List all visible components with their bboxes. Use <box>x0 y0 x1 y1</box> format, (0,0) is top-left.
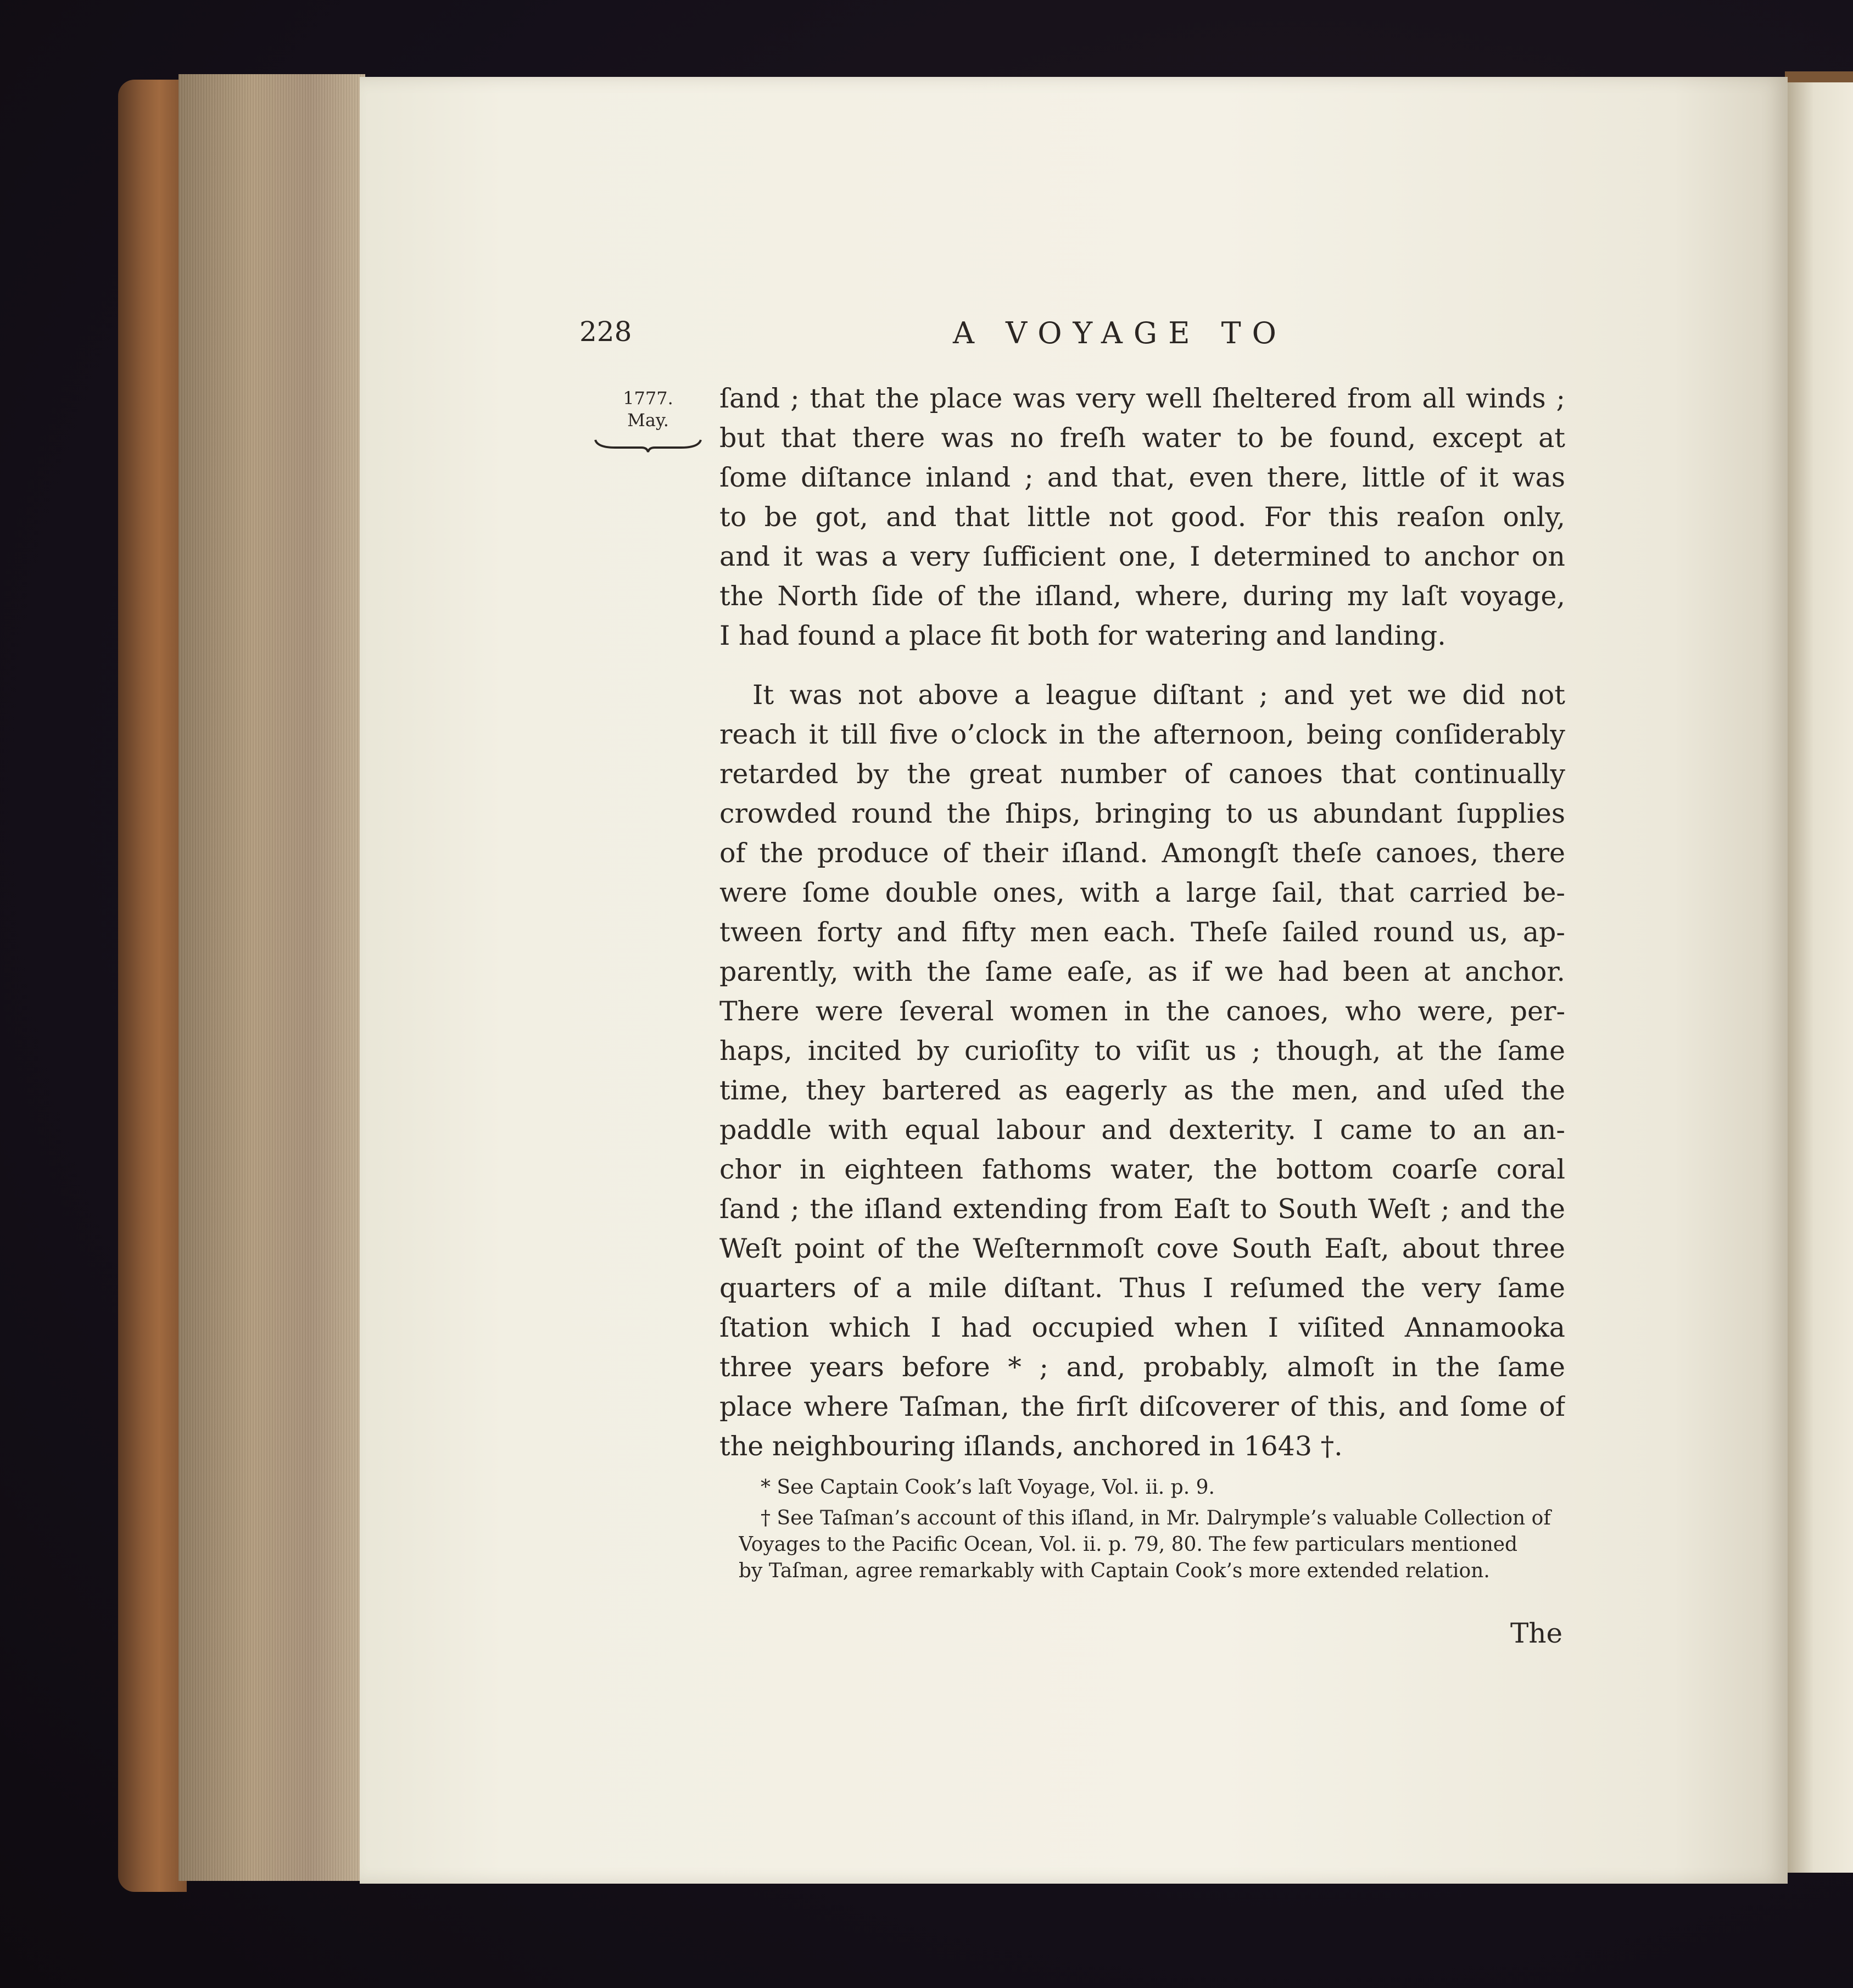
margin-date-note <box>588 387 708 453</box>
footnote-2-line: by Taſman, agree remarkably with Captain Cook’s more extended relation. <box>739 1560 1490 1582</box>
text-line: haps, incited by curioſity to viſit us ; though, at the ſame <box>719 1035 1565 1066</box>
text-line: reach it till five o’clock in the afternoon, being conſiderably <box>719 719 1565 750</box>
footnote-2-line: Voyages to the Pacific Ocean, Vol. ii. p. 79, 80. The few particulars mentioned <box>739 1533 1518 1556</box>
text-line: three years before * ; and, probably, almoſt in the ſame <box>719 1352 1565 1383</box>
footnotes <box>739 1475 1573 1584</box>
text-line: ſand ; the iſland extending from Eaſt to South Weſt ; and the <box>719 1193 1565 1225</box>
text-line: quarters of a mile diſtant. Thus I reſumed the very ſame <box>719 1272 1565 1304</box>
page-number: 228 <box>579 316 632 348</box>
text-line: but that there was no freſh water to be found, except at <box>719 422 1565 454</box>
catchword: The <box>1510 1617 1563 1649</box>
running-head <box>579 316 1513 360</box>
text-line: time, they bartered as eagerly as the men, and uſed the <box>719 1075 1565 1106</box>
page-edges <box>178 74 365 1881</box>
text-line: and it was a very ſufficient one, I determined to anchor on <box>719 541 1565 572</box>
paragraph-2 <box>719 675 1565 1466</box>
paragraph-1 <box>719 379 1565 656</box>
text-line: I had found a place fit both for watering and landing. <box>719 620 1446 651</box>
text-line: chor in eighteen fathoms water, the bottom coarſe coral <box>719 1154 1565 1185</box>
text-line: crowded round the ſhips, bringing to us abundant ſupplies <box>719 798 1565 829</box>
body-text <box>719 379 1565 1466</box>
footnote-1: * See Captain Cook’s laſt Voyage, Vol. ii. p. 9. <box>761 1476 1215 1499</box>
margin-year: 1777. <box>623 388 673 409</box>
facing-page-edge <box>1788 82 1853 1873</box>
text-line: ſome diſtance inland ; and that, even there, little of it was <box>719 462 1565 493</box>
text-line: of the produce of their iſland. Amongſt theſe canoes, there <box>719 837 1565 869</box>
text-line: It was not above a league diſtant ; and yet we did not <box>752 679 1565 711</box>
text-line: There were ſeveral women in the canoes, who were, per- <box>719 996 1565 1027</box>
text-line: to be got, and that little not good. For this reaſon only, <box>719 501 1565 533</box>
book-binding <box>118 80 187 1892</box>
text-line: place where Taſman, the firſt diſcoverer of this, and ſome of <box>719 1391 1565 1422</box>
text-line: the neighbouring iſlands, anchored in 1643 †. <box>719 1431 1343 1462</box>
text-line: tween forty and fifty men each. Theſe ſailed round us, ap- <box>719 917 1565 948</box>
running-title: A VOYAGE TO <box>953 316 1287 350</box>
text-line: retarded by the great number of canoes that continually <box>719 758 1565 790</box>
footnote-2-line: † See Taſman’s account of this iſland, in Mr. Dalrymple’s valuable Collection of <box>761 1507 1551 1529</box>
margin-month: May. <box>627 410 669 431</box>
text-line: paddle with equal labour and dexterity. I came to an an- <box>719 1114 1565 1146</box>
text-line: parently, with the ſame eaſe, as if we had been at anchor. <box>719 956 1565 987</box>
text-line: were ſome double ones, with a large ſail, that carried be- <box>719 877 1565 908</box>
text-line: Weſt point of the Weſternmoſt cove South Eaſt, about three <box>719 1233 1565 1264</box>
text-line: the North ſide of the iſland, where, during my laſt voyage, <box>719 580 1565 612</box>
brace-icon <box>593 437 703 453</box>
text-line: ſand ; that the place was very well ſheltered from all winds ; <box>719 383 1565 414</box>
text-line: ſtation which I had occupied when I viſited Annamooka <box>719 1312 1565 1343</box>
